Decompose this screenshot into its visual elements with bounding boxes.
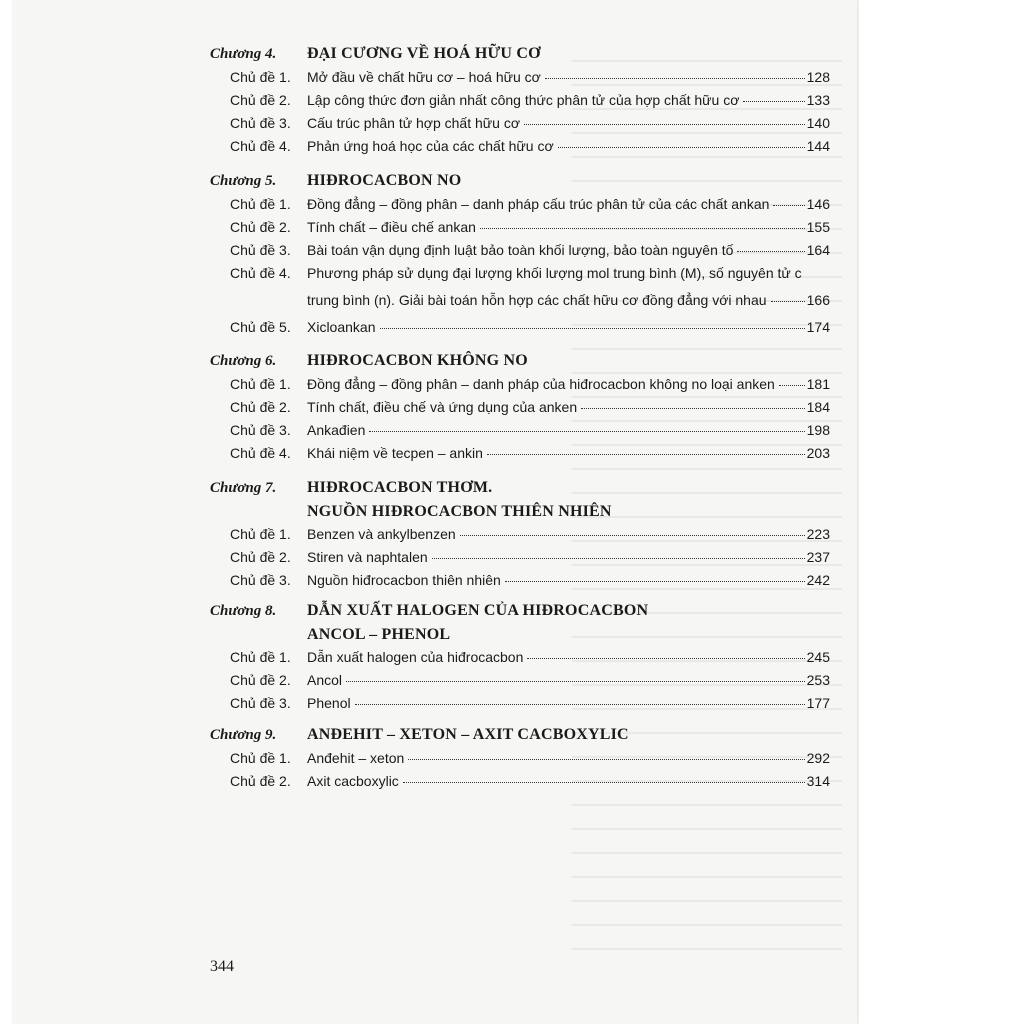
page-reference: 314 <box>806 773 830 789</box>
toc-entry[interactable] <box>230 549 830 571</box>
topic-label: Chủ đề 1. <box>230 196 291 212</box>
chapter-title-line-2: ANCOL – PHENOL <box>307 626 451 643</box>
chapter-heading <box>210 602 830 624</box>
topic-title: Phenol <box>307 695 351 711</box>
toc-entry-continuation <box>307 292 830 314</box>
page-reference: 174 <box>806 319 830 335</box>
dot-leader <box>460 535 805 536</box>
chapter-heading <box>210 172 830 194</box>
chapter-heading <box>210 479 830 501</box>
chapter-label: Chương 5. <box>210 173 277 189</box>
toc-entry[interactable] <box>230 69 830 91</box>
toc-entry[interactable] <box>230 422 830 444</box>
topic-label: Chủ đề 1. <box>230 750 291 766</box>
topic-label: Chủ đề 3. <box>230 242 291 258</box>
dot-leader <box>545 78 805 79</box>
page-reference: 144 <box>806 138 830 154</box>
topic-label: Chủ đề 4. <box>230 138 291 154</box>
page-reference: 292 <box>806 750 830 766</box>
topic-title: Cấu trúc phân tử hợp chất hữu cơ <box>307 115 520 131</box>
toc-entry[interactable] <box>230 526 830 548</box>
dot-leader <box>403 782 805 783</box>
topic-label: Chủ đề 2. <box>230 549 291 565</box>
page-reference: 184 <box>806 399 830 415</box>
topic-title: Ankađien <box>307 422 366 438</box>
topic-title: Anđehit – xeton <box>307 750 405 766</box>
topic-label: Chủ đề 1. <box>230 376 291 392</box>
page-reference: 140 <box>806 115 830 131</box>
table-of-contents <box>12 0 857 1024</box>
dot-leader <box>737 251 804 252</box>
toc-entry[interactable] <box>230 196 830 218</box>
toc-entry[interactable] <box>230 773 830 795</box>
page-reference: 237 <box>806 549 830 565</box>
chapter-heading <box>210 352 830 374</box>
toc-entry[interactable] <box>230 376 830 398</box>
topic-label: Chủ đề 3. <box>230 422 291 438</box>
page-reference: 242 <box>806 572 830 588</box>
chapter-title: DẪN XUẤT HALOGEN CỦA HIĐROCACBON <box>307 602 649 619</box>
topic-label: Chủ đề 4. <box>230 265 291 281</box>
topic-title: Phương pháp sử dụng đại lượng khối lượng mol trung bình (M), số nguyên tử c <box>307 265 802 281</box>
page-reference: 223 <box>806 526 830 542</box>
page-reference: 133 <box>806 92 830 108</box>
topic-title: Nguồn hiđrocacbon thiên nhiên <box>307 572 501 588</box>
chapter-title: HIĐROCACBON THƠM. <box>307 479 493 496</box>
topic-title: Lập công thức đơn giản nhất công thức phân tử của hợp chất hữu cơ <box>307 92 740 108</box>
topic-label: Chủ đề 2. <box>230 399 291 415</box>
dot-leader <box>581 408 805 409</box>
toc-entry[interactable] <box>230 572 830 594</box>
toc-entry[interactable] <box>230 445 830 467</box>
page-reference: 203 <box>806 445 830 461</box>
topic-label: Chủ đề 2. <box>230 92 291 108</box>
toc-entry[interactable] <box>230 115 830 137</box>
chapter-heading <box>210 45 830 67</box>
dot-leader <box>773 205 804 206</box>
page-reference: 253 <box>806 672 830 688</box>
topic-label: Chủ đề 1. <box>230 649 291 665</box>
topic-title: Tính chất, điều chế và ứng dụng của anken <box>307 399 578 415</box>
dot-leader <box>524 124 805 125</box>
chapter-label: Chương 9. <box>210 727 277 743</box>
page-reference: 155 <box>806 219 830 235</box>
dot-leader <box>408 759 804 760</box>
toc-entry[interactable] <box>230 92 830 114</box>
dot-leader <box>743 101 804 102</box>
toc-entry[interactable] <box>230 219 830 241</box>
page-reference: 245 <box>806 649 830 665</box>
chapter-title: ANĐEHIT – XETON – AXIT CACBOXYLIC <box>307 726 629 743</box>
topic-title: Phản ứng hoá học của các chất hữu cơ <box>307 138 554 154</box>
topic-label: Chủ đề 1. <box>230 526 291 542</box>
dot-leader <box>346 681 805 682</box>
toc-entry[interactable] <box>230 242 830 264</box>
toc-entry[interactable] <box>230 695 830 717</box>
chapter-label: Chương 4. <box>210 46 277 62</box>
toc-entry[interactable] <box>230 265 830 287</box>
topic-title: Bài toán vận dụng định luật bảo toàn khối lượng, bảo toàn nguyên tố <box>307 242 734 258</box>
topic-label: Chủ đề 3. <box>230 115 291 131</box>
dot-leader <box>369 431 804 432</box>
chapter-heading <box>210 726 830 748</box>
page-reference: 128 <box>806 69 830 85</box>
chapter-label: Chương 7. <box>210 480 277 496</box>
chapter-title: ĐẠI CƯƠNG VỀ HOÁ HỮU CƠ <box>307 45 541 62</box>
toc-entry[interactable] <box>230 319 830 341</box>
topic-title: Đồng đẳng – đồng phân – danh pháp của hiđrocacbon không no loại anken <box>307 376 775 392</box>
page-reference: 181 <box>806 376 830 392</box>
topic-title: Khái niệm về tecpen – ankin <box>307 445 483 461</box>
page-number: 344 <box>210 958 234 975</box>
topic-title: Stiren và naphtalen <box>307 549 428 565</box>
topic-label: Chủ đề 2. <box>230 773 291 789</box>
topic-title: Benzen và ankylbenzen <box>307 526 456 542</box>
topic-label: Chủ đề 3. <box>230 572 291 588</box>
topic-title: Đồng đẳng – đồng phân – danh pháp cấu trúc phân tử của các chất ankan <box>307 196 770 212</box>
chapter-title-line-2: NGUỒN HIĐROCACBON THIÊN NHIÊN <box>307 503 612 520</box>
topic-title-continuation: trung bình (n). Giải bài toán hỗn hợp các chất hữu cơ đồng đẳng với nhau <box>307 292 767 308</box>
dot-leader <box>380 328 805 329</box>
toc-entry[interactable] <box>230 399 830 421</box>
toc-entry[interactable] <box>230 672 830 694</box>
dot-leader <box>505 581 805 582</box>
topic-title: Tính chất – điều chế ankan <box>307 219 476 235</box>
toc-entry[interactable] <box>230 138 830 160</box>
topic-title: Mở đầu về chất hữu cơ – hoá hữu cơ <box>307 69 541 85</box>
chapter-title: HIĐROCACBON NO <box>307 172 462 189</box>
topic-label: Chủ đề 5. <box>230 319 291 335</box>
dot-leader <box>527 658 804 659</box>
dot-leader <box>771 301 805 302</box>
page-reference: 164 <box>806 242 830 258</box>
chapter-title: HIĐROCACBON KHÔNG NO <box>307 352 528 369</box>
topic-title: Ancol <box>307 672 343 688</box>
toc-entry[interactable] <box>230 649 830 671</box>
dot-leader <box>487 454 805 455</box>
dot-leader <box>558 147 805 148</box>
dot-leader <box>432 558 805 559</box>
chapter-label: Chương 8. <box>210 603 277 619</box>
topic-title: Axit cacboxylic <box>307 773 399 789</box>
topic-label: Chủ đề 2. <box>230 219 291 235</box>
dot-leader <box>480 228 805 229</box>
page-reference: 177 <box>806 695 830 711</box>
page-reference: 166 <box>806 292 830 308</box>
book-page <box>12 0 857 1024</box>
page-reference: 198 <box>806 422 830 438</box>
topic-label: Chủ đề 2. <box>230 672 291 688</box>
topic-label: Chủ đề 4. <box>230 445 291 461</box>
chapter-label: Chương 6. <box>210 353 277 369</box>
dot-leader <box>355 704 805 705</box>
topic-title: Dẫn xuất halogen của hiđrocacbon <box>307 649 524 665</box>
dot-leader <box>779 385 805 386</box>
topic-label: Chủ đề 1. <box>230 69 291 85</box>
topic-title: Xicloankan <box>307 319 376 335</box>
topic-label: Chủ đề 3. <box>230 695 291 711</box>
toc-entry[interactable] <box>230 750 830 772</box>
page-reference: 146 <box>806 196 830 212</box>
